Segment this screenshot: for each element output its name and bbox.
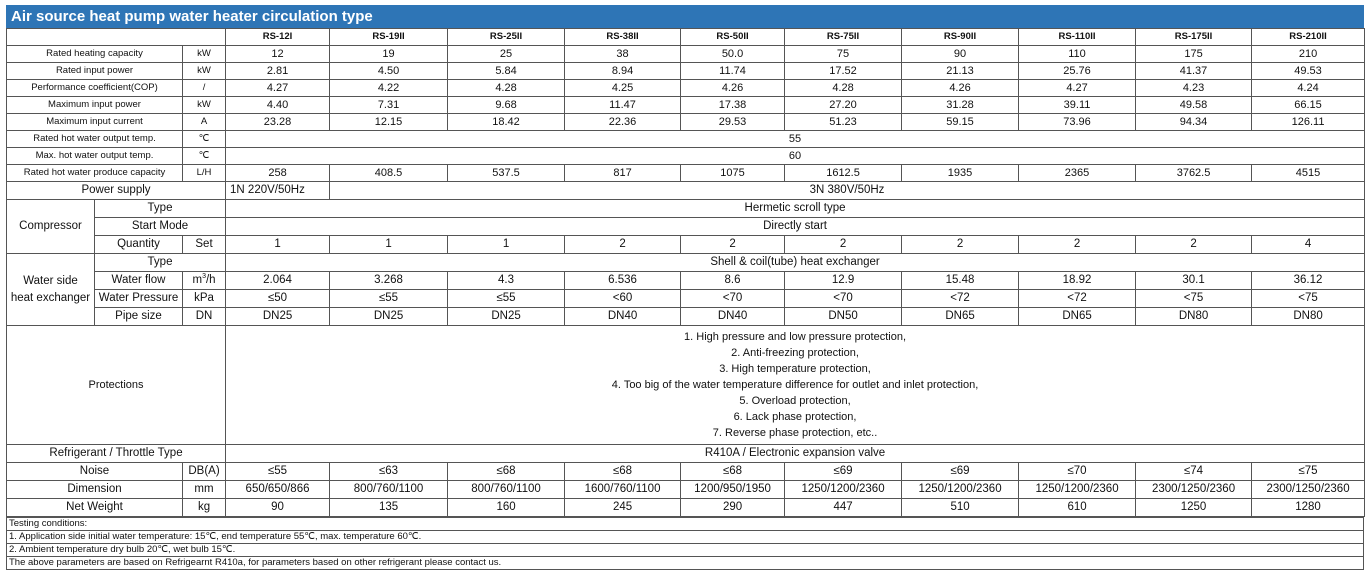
value-cell: ≤55 bbox=[226, 463, 330, 481]
row-label: Maximum input current bbox=[7, 114, 183, 131]
value-cell: 31.28 bbox=[902, 97, 1019, 114]
value-cell: 17.38 bbox=[681, 97, 785, 114]
value-cell: DN80 bbox=[1136, 308, 1252, 326]
value-cell: 800/760/1100 bbox=[448, 481, 565, 499]
model-header: RS-90II bbox=[902, 29, 1019, 46]
sub-label: Start Mode bbox=[95, 218, 226, 236]
value-cell: <72 bbox=[902, 290, 1019, 308]
model-header: RS-19II bbox=[330, 29, 448, 46]
protection-item: 7. Reverse phase protection, etc.. bbox=[712, 427, 878, 439]
value-cell: 1600/760/1100 bbox=[565, 481, 681, 499]
unit-cell: kg bbox=[183, 499, 226, 517]
value-cell: DN25 bbox=[226, 308, 330, 326]
value-cell: 11.74 bbox=[681, 63, 785, 80]
value-cell: 3N 380V/50Hz bbox=[330, 182, 1365, 200]
value-cell: 39.11 bbox=[1019, 97, 1136, 114]
table-row bbox=[7, 463, 1365, 481]
row-label: Rated hot water produce capacity bbox=[7, 165, 183, 182]
value-cell: 1250/1200/2360 bbox=[902, 481, 1019, 499]
value-cell: 610 bbox=[1019, 499, 1136, 517]
value-cell: 60 bbox=[226, 148, 1365, 165]
note-line: Testing conditions: bbox=[6, 517, 1364, 531]
model-header: RS-75II bbox=[785, 29, 902, 46]
value-cell: <70 bbox=[785, 290, 902, 308]
value-cell: 650/650/866 bbox=[226, 481, 330, 499]
value-cell: 59.15 bbox=[902, 114, 1019, 131]
value-cell: 18.92 bbox=[1019, 272, 1136, 290]
value-cell: <60 bbox=[565, 290, 681, 308]
value-cell: ≤55 bbox=[330, 290, 448, 308]
model-header: RS-38II bbox=[565, 29, 681, 46]
value-cell: 1280 bbox=[1252, 499, 1365, 517]
value-cell: 27.20 bbox=[785, 97, 902, 114]
value-cell: 12 bbox=[226, 46, 330, 63]
value-cell: 160 bbox=[448, 499, 565, 517]
table-row bbox=[7, 80, 1365, 97]
value-cell: 258 bbox=[226, 165, 330, 182]
model-header: RS-25II bbox=[448, 29, 565, 46]
value-cell: 30.1 bbox=[1136, 272, 1252, 290]
value-cell: 2300/1250/2360 bbox=[1252, 481, 1365, 499]
table-row bbox=[7, 326, 1365, 445]
value-cell: 51.23 bbox=[785, 114, 902, 131]
value-cell: ≤70 bbox=[1019, 463, 1136, 481]
sub-label: Type bbox=[95, 254, 226, 272]
table-row bbox=[7, 29, 1365, 46]
value-cell: 3.268 bbox=[330, 272, 448, 290]
table-row bbox=[7, 148, 1365, 165]
unit-cell: ℃ bbox=[183, 148, 226, 165]
value-cell: 1200/950/1950 bbox=[681, 481, 785, 499]
value-cell: 2 bbox=[1136, 236, 1252, 254]
sub-label: Pipe size bbox=[95, 308, 183, 326]
value-cell: 8.94 bbox=[565, 63, 681, 80]
value-cell: 49.53 bbox=[1252, 63, 1365, 80]
value-cell: 8.6 bbox=[681, 272, 785, 290]
table-row bbox=[7, 445, 1365, 463]
value-cell: ≤63 bbox=[330, 463, 448, 481]
value-cell: ≤75 bbox=[1252, 463, 1365, 481]
group-label-line: heat exchanger bbox=[10, 291, 91, 304]
value-cell: DN80 bbox=[1252, 308, 1365, 326]
value-cell: 2 bbox=[681, 236, 785, 254]
note-line: 2. Ambient temperature dry bulb 20℃, wet bulb 15℃. bbox=[6, 544, 1364, 557]
value-cell: 17.52 bbox=[785, 63, 902, 80]
table-row bbox=[7, 182, 1365, 200]
value-cell: 4.27 bbox=[1019, 80, 1136, 97]
value-cell: DN50 bbox=[785, 308, 902, 326]
value-cell: DN65 bbox=[902, 308, 1019, 326]
value-cell: 135 bbox=[330, 499, 448, 517]
unit-cell: mm bbox=[183, 481, 226, 499]
protection-item: 3. High temperature protection, bbox=[719, 363, 871, 375]
protection-item: 5. Overload protection, bbox=[739, 395, 851, 407]
model-header: RS-175II bbox=[1136, 29, 1252, 46]
row-label: Rated hot water output temp. bbox=[7, 131, 183, 148]
row-label: Max. hot water output temp. bbox=[7, 148, 183, 165]
value-cell: 1 bbox=[226, 236, 330, 254]
value-cell: 50.0 bbox=[681, 46, 785, 63]
value-cell: 4.26 bbox=[681, 80, 785, 97]
value-cell: 447 bbox=[785, 499, 902, 517]
value-cell: 537.5 bbox=[448, 165, 565, 182]
value-cell: ≤69 bbox=[785, 463, 902, 481]
value-cell: 25 bbox=[448, 46, 565, 63]
value-cell: 3762.5 bbox=[1136, 165, 1252, 182]
value-cell: <70 bbox=[681, 290, 785, 308]
value-cell: 15.48 bbox=[902, 272, 1019, 290]
row-label: Rated input power bbox=[7, 63, 183, 80]
protection-item: 4. Too big of the water temperature difference for outlet and inlet protection, bbox=[611, 379, 979, 391]
value-cell: 4.28 bbox=[448, 80, 565, 97]
unit-cell: kW bbox=[183, 63, 226, 80]
table-row bbox=[7, 499, 1365, 517]
value-cell: 41.37 bbox=[1136, 63, 1252, 80]
table-row bbox=[7, 63, 1365, 80]
value-cell: 94.34 bbox=[1136, 114, 1252, 131]
value-cell: 21.13 bbox=[902, 63, 1019, 80]
value-cell: 55 bbox=[226, 131, 1365, 148]
value-cell: 4.27 bbox=[226, 80, 330, 97]
value-cell: 66.15 bbox=[1252, 97, 1365, 114]
model-header: RS-110II bbox=[1019, 29, 1136, 46]
value-cell: DN40 bbox=[565, 308, 681, 326]
value-cell: 73.96 bbox=[1019, 114, 1136, 131]
table-row bbox=[7, 290, 1365, 308]
corner-cell bbox=[7, 29, 226, 46]
value-cell: 4.3 bbox=[448, 272, 565, 290]
unit-cell: L/H bbox=[183, 165, 226, 182]
value-cell: 4.40 bbox=[226, 97, 330, 114]
value-cell: 408.5 bbox=[330, 165, 448, 182]
value-cell: 1612.5 bbox=[785, 165, 902, 182]
note-line: The above parameters are based on Refrigearnt R410a, for parameters based on other refrigerant please contact us. bbox=[6, 557, 1364, 570]
value-cell: 90 bbox=[902, 46, 1019, 63]
value-cell: 6.536 bbox=[565, 272, 681, 290]
value-cell: 245 bbox=[565, 499, 681, 517]
row-label: Maximum input power bbox=[7, 97, 183, 114]
value-cell: DN25 bbox=[448, 308, 565, 326]
value-cell: 9.68 bbox=[448, 97, 565, 114]
row-label: Rated heating capacity bbox=[7, 46, 183, 63]
unit-cell: kW bbox=[183, 97, 226, 114]
protection-item: 6. Lack phase protection, bbox=[733, 411, 857, 423]
sub-label: Quantity bbox=[95, 236, 183, 254]
value-cell: <75 bbox=[1252, 290, 1365, 308]
value-cell: 290 bbox=[681, 499, 785, 517]
unit-cell: Set bbox=[183, 236, 226, 254]
value-cell: 12.9 bbox=[785, 272, 902, 290]
sub-label: Water Pressure bbox=[95, 290, 183, 308]
value-cell: 19 bbox=[330, 46, 448, 63]
unit-cell bbox=[183, 272, 226, 290]
value-cell: 23.28 bbox=[226, 114, 330, 131]
table-row bbox=[7, 200, 1365, 218]
value-cell: 817 bbox=[565, 165, 681, 182]
value-cell: 1250/1200/2360 bbox=[1019, 481, 1136, 499]
value-cell: DN40 bbox=[681, 308, 785, 326]
unit-cell: A bbox=[183, 114, 226, 131]
row-label: Dimension bbox=[7, 481, 183, 499]
unit-superscript: 3 bbox=[202, 273, 206, 281]
value-cell: 2 bbox=[1019, 236, 1136, 254]
value-cell: 1 bbox=[330, 236, 448, 254]
group-label bbox=[7, 254, 95, 326]
row-label: Performance coefficient(COP) bbox=[7, 80, 183, 97]
unit-cell: kPa bbox=[183, 290, 226, 308]
model-header: RS-12I bbox=[226, 29, 330, 46]
table-row bbox=[7, 97, 1365, 114]
value-cell: 1 bbox=[448, 236, 565, 254]
value-cell: 2.81 bbox=[226, 63, 330, 80]
value-cell: DN65 bbox=[1019, 308, 1136, 326]
value-cell: 4.26 bbox=[902, 80, 1019, 97]
table-row bbox=[7, 218, 1365, 236]
unit-cell: ℃ bbox=[183, 131, 226, 148]
group-label-line: Water side bbox=[23, 274, 78, 287]
row-label: Protections bbox=[7, 326, 226, 445]
row-label: Refrigerant / Throttle Type bbox=[7, 445, 226, 463]
value-cell: 1935 bbox=[902, 165, 1019, 182]
value-cell: 4 bbox=[1252, 236, 1365, 254]
unit-cell: kW bbox=[183, 46, 226, 63]
value-cell: 1N 220V/50Hz bbox=[226, 182, 330, 200]
row-label: Noise bbox=[7, 463, 183, 481]
value-cell: 1075 bbox=[681, 165, 785, 182]
value-cell: <72 bbox=[1019, 290, 1136, 308]
testing-notes bbox=[6, 517, 1364, 570]
unit-cell: DN bbox=[183, 308, 226, 326]
value-cell: 38 bbox=[565, 46, 681, 63]
value-cell: ≤68 bbox=[681, 463, 785, 481]
spec-sheet bbox=[6, 5, 1364, 570]
value-cell: 7.31 bbox=[330, 97, 448, 114]
value-cell: 18.42 bbox=[448, 114, 565, 131]
row-label: Power supply bbox=[7, 182, 226, 200]
value-cell: 2 bbox=[785, 236, 902, 254]
row-label: Net Weight bbox=[7, 499, 183, 517]
value-cell: ≤50 bbox=[226, 290, 330, 308]
value-cell: Shell & coil(tube) heat exchanger bbox=[226, 254, 1365, 272]
value-cell: 2.064 bbox=[226, 272, 330, 290]
value-cell: ≤55 bbox=[448, 290, 565, 308]
value-cell: 4515 bbox=[1252, 165, 1365, 182]
table-row bbox=[7, 114, 1365, 131]
value-cell: 4.22 bbox=[330, 80, 448, 97]
value-cell: DN25 bbox=[330, 308, 448, 326]
value-cell: 175 bbox=[1136, 46, 1252, 63]
value-cell: 2300/1250/2360 bbox=[1136, 481, 1252, 499]
value-cell: 126.11 bbox=[1252, 114, 1365, 131]
value-cell: Hermetic scroll type bbox=[226, 200, 1365, 218]
value-cell: 75 bbox=[785, 46, 902, 63]
value-cell: Directly start bbox=[226, 218, 1365, 236]
table-row bbox=[7, 272, 1365, 290]
value-cell: 4.28 bbox=[785, 80, 902, 97]
value-cell: ≤69 bbox=[902, 463, 1019, 481]
value-cell: 36.12 bbox=[1252, 272, 1365, 290]
value-cell: 4.25 bbox=[565, 80, 681, 97]
value-cell: 49.58 bbox=[1136, 97, 1252, 114]
value-cell: 2 bbox=[902, 236, 1019, 254]
table-row bbox=[7, 308, 1365, 326]
value-cell: 800/760/1100 bbox=[330, 481, 448, 499]
value-cell: 510 bbox=[902, 499, 1019, 517]
unit-text: /h bbox=[205, 274, 216, 286]
value-cell: 29.53 bbox=[681, 114, 785, 131]
value-cell: 22.36 bbox=[565, 114, 681, 131]
value-cell: 110 bbox=[1019, 46, 1136, 63]
value-cell: 12.15 bbox=[330, 114, 448, 131]
value-cell: <75 bbox=[1136, 290, 1252, 308]
value-cell: ≤68 bbox=[565, 463, 681, 481]
table-row bbox=[7, 165, 1365, 182]
sub-label: Water flow bbox=[95, 272, 183, 290]
sub-label: Type bbox=[95, 200, 226, 218]
group-label: Compressor bbox=[7, 200, 95, 254]
protection-item: 2. Anti-freezing protection, bbox=[731, 347, 859, 359]
value-cell: 4.50 bbox=[330, 63, 448, 80]
value-cell: 11.47 bbox=[565, 97, 681, 114]
value-cell: 210 bbox=[1252, 46, 1365, 63]
protections-list bbox=[226, 326, 1365, 445]
model-header: RS-50II bbox=[681, 29, 785, 46]
model-header: RS-210II bbox=[1252, 29, 1365, 46]
value-cell: 1250/1200/2360 bbox=[785, 481, 902, 499]
value-cell: 2 bbox=[565, 236, 681, 254]
value-cell: 4.24 bbox=[1252, 80, 1365, 97]
table-row bbox=[7, 236, 1365, 254]
unit-cell: DB(A) bbox=[183, 463, 226, 481]
value-cell: 1250 bbox=[1136, 499, 1252, 517]
table-row bbox=[7, 254, 1365, 272]
value-cell: 90 bbox=[226, 499, 330, 517]
protection-item: 1. High pressure and low pressure protection, bbox=[684, 331, 906, 343]
sheet-title: Air source heat pump water heater circulation type bbox=[6, 5, 1364, 28]
value-cell: 25.76 bbox=[1019, 63, 1136, 80]
table-row bbox=[7, 131, 1365, 148]
unit-text: m bbox=[192, 274, 203, 286]
table-row bbox=[7, 481, 1365, 499]
value-cell: ≤74 bbox=[1136, 463, 1252, 481]
value-cell: ≤68 bbox=[448, 463, 565, 481]
note-line: 1. Application side initial water temperature: 15℃, end temperature 55℃, max. temperature 60℃. bbox=[6, 531, 1364, 544]
unit-cell: / bbox=[183, 80, 226, 97]
value-cell: 4.23 bbox=[1136, 80, 1252, 97]
value-cell: R410A / Electronic expansion valve bbox=[226, 445, 1365, 463]
value-cell: 5.84 bbox=[448, 63, 565, 80]
table-row bbox=[7, 46, 1365, 63]
spec-table bbox=[6, 28, 1365, 517]
value-cell: 2365 bbox=[1019, 165, 1136, 182]
